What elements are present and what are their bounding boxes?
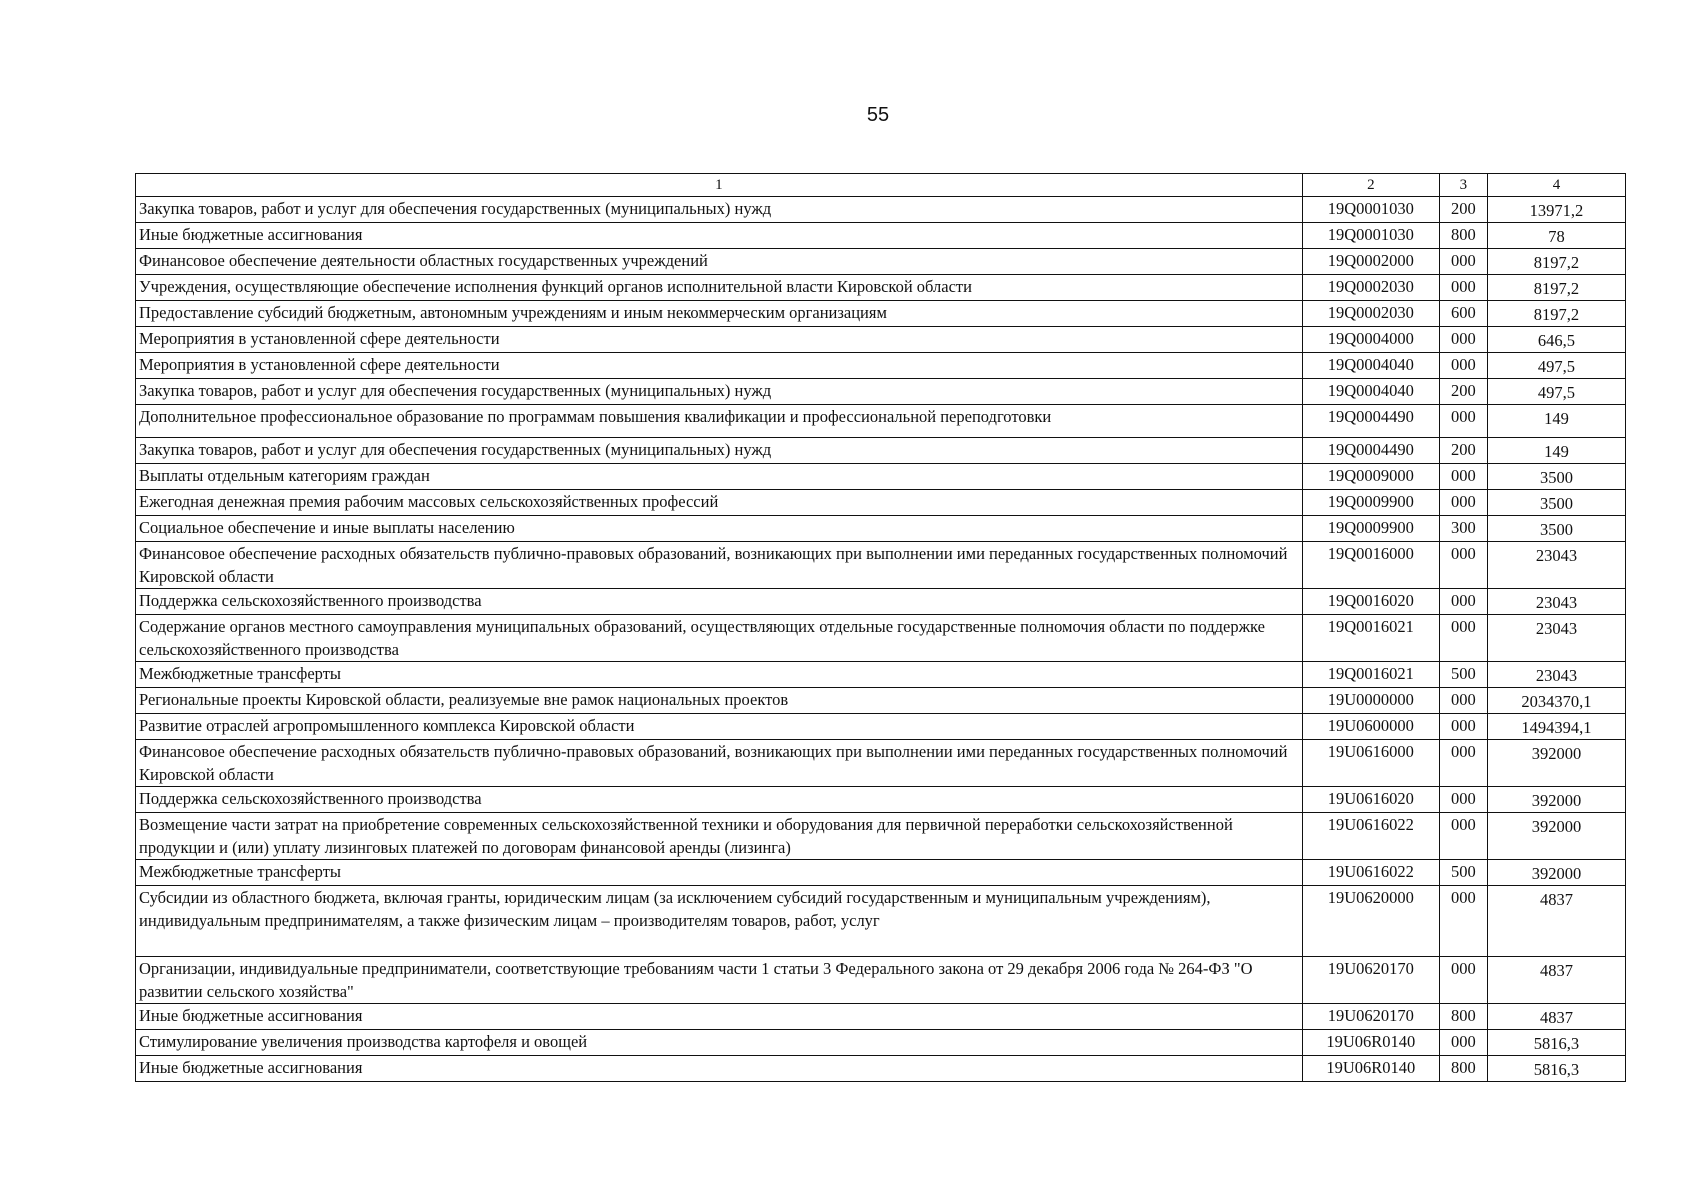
table-row xyxy=(136,490,1626,516)
row-code-cell: 19Q0009000 xyxy=(1302,464,1439,490)
row-type-cell: 000 xyxy=(1439,464,1487,490)
row-code-cell: 19U0620170 xyxy=(1302,957,1439,1004)
row-name-cell: Предоставление субсидий бюджетным, автономным учреждениям и иным некоммерческим организациям xyxy=(136,301,1303,327)
table-row xyxy=(136,787,1626,813)
table-row xyxy=(136,249,1626,275)
row-name-cell: Иные бюджетные ассигнования xyxy=(136,1056,1303,1082)
row-type-cell: 800 xyxy=(1439,223,1487,249)
table-row xyxy=(136,353,1626,379)
table-row xyxy=(136,662,1626,688)
row-name-cell: Выплаты отдельным категориям граждан xyxy=(136,464,1303,490)
row-type-cell: 000 xyxy=(1439,249,1487,275)
budget-table xyxy=(135,173,1626,1082)
row-sum-cell: 149 xyxy=(1487,438,1625,464)
table-row xyxy=(136,301,1626,327)
table-row xyxy=(136,957,1626,1004)
row-type-cell: 000 xyxy=(1439,542,1487,589)
row-code-cell: 19Q0016000 xyxy=(1302,542,1439,589)
row-code-cell: 19Q0004490 xyxy=(1302,405,1439,438)
table-row xyxy=(136,542,1626,589)
table-row xyxy=(136,464,1626,490)
row-code-cell: 19Q0002000 xyxy=(1302,249,1439,275)
row-code-cell: 19Q0016021 xyxy=(1302,615,1439,662)
row-sum-cell: 3500 xyxy=(1487,516,1625,542)
row-name-cell: Закупка товаров, работ и услуг для обеспечения государственных (муниципальных) нужд xyxy=(136,197,1303,223)
row-type-cell: 000 xyxy=(1439,813,1487,860)
row-code-cell: 19U06R0140 xyxy=(1302,1056,1439,1082)
row-sum-cell: 392000 xyxy=(1487,787,1625,813)
row-sum-cell: 392000 xyxy=(1487,740,1625,787)
row-name-cell: Учреждения, осуществляющие обеспечение исполнения функций органов исполнительной власти Кировской области xyxy=(136,275,1303,301)
table-row xyxy=(136,860,1626,886)
row-name-cell: Региональные проекты Кировской области, реализуемые вне рамок национальных проектов xyxy=(136,688,1303,714)
row-name-cell: Иные бюджетные ассигнования xyxy=(136,223,1303,249)
table-row xyxy=(136,197,1626,223)
table-header-row xyxy=(136,174,1626,197)
row-code-cell: 19U0620000 xyxy=(1302,886,1439,957)
row-type-cell: 000 xyxy=(1439,490,1487,516)
row-name-cell: Мероприятия в установленной сфере деятельности xyxy=(136,353,1303,379)
row-type-cell: 000 xyxy=(1439,615,1487,662)
row-sum-cell: 392000 xyxy=(1487,813,1625,860)
row-code-cell: 19Q0009900 xyxy=(1302,490,1439,516)
table-row xyxy=(136,1056,1626,1082)
row-type-cell: 000 xyxy=(1439,740,1487,787)
header-sum: 4 xyxy=(1487,174,1625,197)
row-type-cell: 500 xyxy=(1439,860,1487,886)
row-sum-cell: 13971,2 xyxy=(1487,197,1625,223)
table-row xyxy=(136,615,1626,662)
row-code-cell: 19Q0002030 xyxy=(1302,275,1439,301)
row-name-cell: Межбюджетные трансферты xyxy=(136,860,1303,886)
row-code-cell: 19U0620170 xyxy=(1302,1004,1439,1030)
row-sum-cell: 497,5 xyxy=(1487,379,1625,405)
row-code-cell: 19U0616000 xyxy=(1302,740,1439,787)
table-row xyxy=(136,589,1626,615)
row-type-cell: 800 xyxy=(1439,1056,1487,1082)
row-type-cell: 000 xyxy=(1439,405,1487,438)
row-name-cell: Межбюджетные трансферты xyxy=(136,662,1303,688)
row-type-cell: 300 xyxy=(1439,516,1487,542)
row-name-cell: Финансовое обеспечение расходных обязательств публично-правовых образований, возникающих при выполнении ими переданных государственных полномочий Кировской области xyxy=(136,542,1303,589)
header-code: 2 xyxy=(1302,174,1439,197)
row-type-cell: 000 xyxy=(1439,787,1487,813)
table-row xyxy=(136,1030,1626,1056)
row-type-cell: 000 xyxy=(1439,327,1487,353)
row-name-cell: Стимулирование увеличения производства картофеля и овощей xyxy=(136,1030,1303,1056)
row-sum-cell: 5816,3 xyxy=(1487,1030,1625,1056)
row-code-cell: 19Q0001030 xyxy=(1302,197,1439,223)
row-sum-cell: 2034370,1 xyxy=(1487,688,1625,714)
row-sum-cell: 23043 xyxy=(1487,615,1625,662)
row-code-cell: 19Q0016020 xyxy=(1302,589,1439,615)
row-name-cell: Социальное обеспечение и иные выплаты населению xyxy=(136,516,1303,542)
row-name-cell: Возмещение части затрат на приобретение современных сельскохозяйственной техники и оборудования для первичной переработки сельскохозяйственной продукции и (или) уплату лизинговых платежей по договорам финансовой аренды (лизинга) xyxy=(136,813,1303,860)
row-sum-cell: 3500 xyxy=(1487,464,1625,490)
row-sum-cell: 4837 xyxy=(1487,957,1625,1004)
row-name-cell: Закупка товаров, работ и услуг для обеспечения государственных (муниципальных) нужд xyxy=(136,438,1303,464)
row-name-cell: Иные бюджетные ассигнования xyxy=(136,1004,1303,1030)
table-row xyxy=(136,1004,1626,1030)
row-type-cell: 200 xyxy=(1439,197,1487,223)
row-sum-cell: 4837 xyxy=(1487,886,1625,957)
row-sum-cell: 392000 xyxy=(1487,860,1625,886)
table-row xyxy=(136,886,1626,957)
row-type-cell: 000 xyxy=(1439,886,1487,957)
row-code-cell: 19U0616022 xyxy=(1302,860,1439,886)
row-sum-cell: 23043 xyxy=(1487,542,1625,589)
header-name: 1 xyxy=(136,174,1303,197)
row-name-cell: Закупка товаров, работ и услуг для обеспечения государственных (муниципальных) нужд xyxy=(136,379,1303,405)
row-type-cell: 000 xyxy=(1439,714,1487,740)
table-row xyxy=(136,714,1626,740)
row-code-cell: 19Q0009900 xyxy=(1302,516,1439,542)
row-sum-cell: 497,5 xyxy=(1487,353,1625,379)
row-sum-cell: 1494394,1 xyxy=(1487,714,1625,740)
row-code-cell: 19Q0004040 xyxy=(1302,353,1439,379)
row-code-cell: 19Q0002030 xyxy=(1302,301,1439,327)
row-name-cell: Развитие отраслей агропромышленного комплекса Кировской области xyxy=(136,714,1303,740)
table-row xyxy=(136,740,1626,787)
row-name-cell: Мероприятия в установленной сфере деятельности xyxy=(136,327,1303,353)
row-code-cell: 19Q0016021 xyxy=(1302,662,1439,688)
row-type-cell: 600 xyxy=(1439,301,1487,327)
row-name-cell: Поддержка сельскохозяйственного производства xyxy=(136,787,1303,813)
row-name-cell: Финансовое обеспечение расходных обязательств публично-правовых образований, возникающих при выполнении ими переданных государственных полномочий Кировской области xyxy=(136,740,1303,787)
row-type-cell: 000 xyxy=(1439,589,1487,615)
table-row xyxy=(136,438,1626,464)
table-row xyxy=(136,516,1626,542)
row-type-cell: 000 xyxy=(1439,688,1487,714)
row-code-cell: 19U0600000 xyxy=(1302,714,1439,740)
row-code-cell: 19Q0001030 xyxy=(1302,223,1439,249)
page-number: 55 xyxy=(866,104,890,126)
row-code-cell: 19Q0004490 xyxy=(1302,438,1439,464)
row-sum-cell: 23043 xyxy=(1487,589,1625,615)
row-name-cell: Субсидии из областного бюджета, включая гранты, юридическим лицам (за исключением субсидий государственным и муниципальным учреждениям), индивидуальным предпринимателям, а также физическим лицам – производителям товаров, работ, услуг xyxy=(136,886,1303,957)
row-name-cell: Ежегодная денежная премия рабочим массовых сельскохозяйственных профессий xyxy=(136,490,1303,516)
row-sum-cell: 3500 xyxy=(1487,490,1625,516)
row-sum-cell: 4837 xyxy=(1487,1004,1625,1030)
row-name-cell: Содержание органов местного самоуправления муниципальных образований, осуществляющих отдельные государственные полномочия области по поддержке сельскохозяйственного производства xyxy=(136,615,1303,662)
row-sum-cell: 78 xyxy=(1487,223,1625,249)
row-type-cell: 000 xyxy=(1439,275,1487,301)
table-row xyxy=(136,223,1626,249)
header-type: 3 xyxy=(1439,174,1487,197)
row-code-cell: 19U0616020 xyxy=(1302,787,1439,813)
row-type-cell: 200 xyxy=(1439,438,1487,464)
row-sum-cell: 646,5 xyxy=(1487,327,1625,353)
table-row xyxy=(136,688,1626,714)
row-type-cell: 000 xyxy=(1439,957,1487,1004)
row-code-cell: 19Q0004000 xyxy=(1302,327,1439,353)
row-type-cell: 500 xyxy=(1439,662,1487,688)
row-sum-cell: 149 xyxy=(1487,405,1625,438)
table-row xyxy=(136,379,1626,405)
row-type-cell: 000 xyxy=(1439,353,1487,379)
table-row xyxy=(136,813,1626,860)
row-name-cell: Финансовое обеспечение деятельности областных государственных учреждений xyxy=(136,249,1303,275)
row-type-cell: 800 xyxy=(1439,1004,1487,1030)
row-name-cell: Дополнительное профессиональное образование по программам повышения квалификации и профессиональной переподготовки xyxy=(136,405,1303,438)
row-sum-cell: 8197,2 xyxy=(1487,301,1625,327)
row-sum-cell: 8197,2 xyxy=(1487,275,1625,301)
row-type-cell: 000 xyxy=(1439,1030,1487,1056)
row-sum-cell: 5816,3 xyxy=(1487,1056,1625,1082)
table-row xyxy=(136,405,1626,438)
table-row xyxy=(136,327,1626,353)
table-body xyxy=(136,197,1626,1082)
row-code-cell: 19Q0004040 xyxy=(1302,379,1439,405)
row-sum-cell: 23043 xyxy=(1487,662,1625,688)
row-code-cell: 19U0000000 xyxy=(1302,688,1439,714)
row-name-cell: Организации, индивидуальные предприниматели, соответствующие требованиям части 1 статьи 3 Федерального закона от 29 декабря 2006 года № 264-ФЗ "О развитии сельского хозяйства" xyxy=(136,957,1303,1004)
row-code-cell: 19U0616022 xyxy=(1302,813,1439,860)
row-sum-cell: 8197,2 xyxy=(1487,249,1625,275)
row-type-cell: 200 xyxy=(1439,379,1487,405)
table-row xyxy=(136,275,1626,301)
row-name-cell: Поддержка сельскохозяйственного производства xyxy=(136,589,1303,615)
row-code-cell: 19U06R0140 xyxy=(1302,1030,1439,1056)
